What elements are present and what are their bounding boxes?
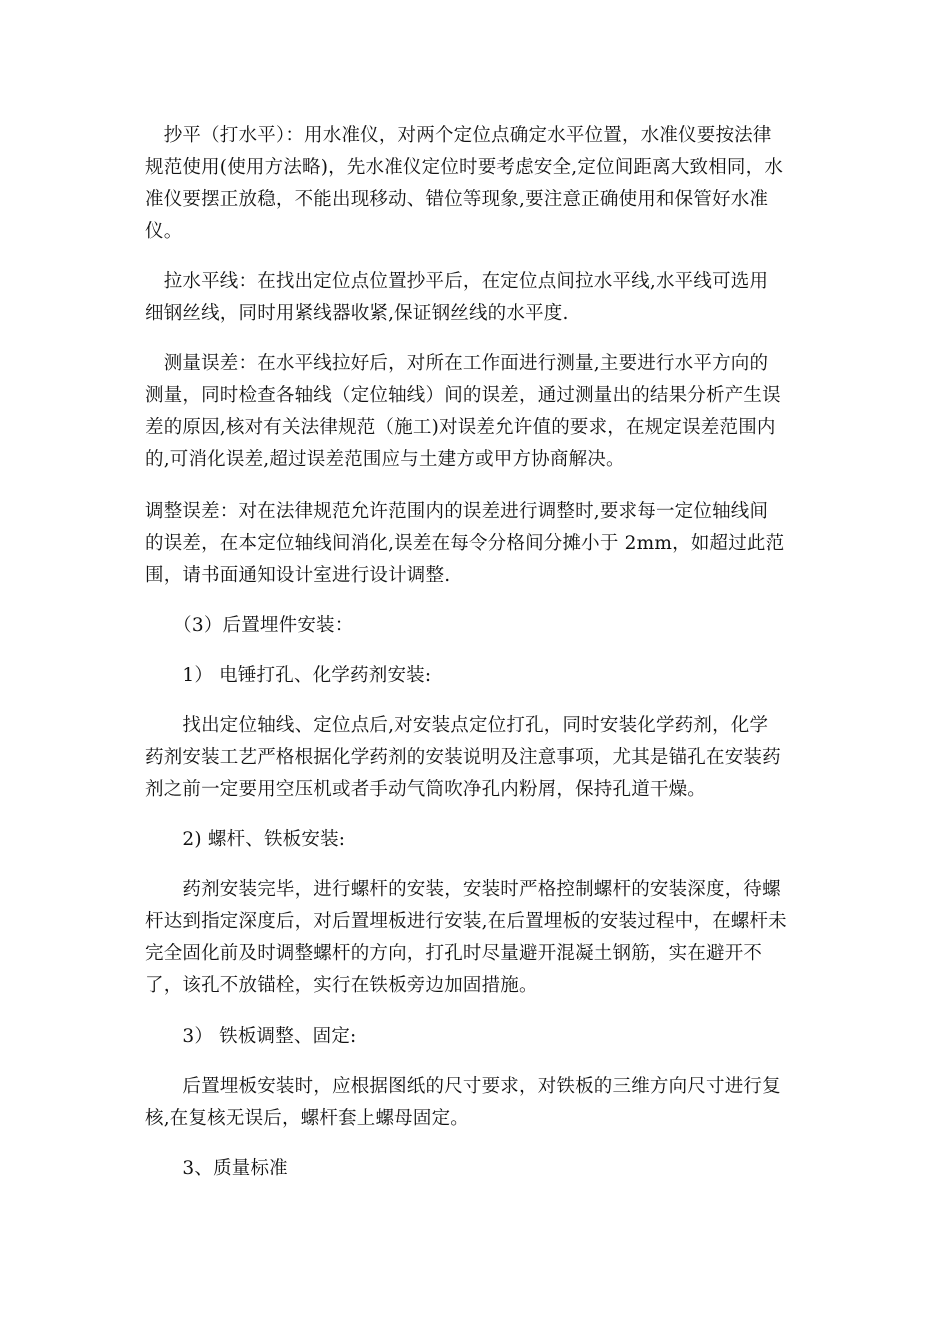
text-line: 仪。	[145, 221, 183, 242]
paragraph-horizontal-line	[145, 266, 810, 330]
paragraph-item-3-body	[145, 1071, 810, 1135]
text-line: 的误差，在本定位轴线间消化,误差在每令分格间分摊小于 2mm，如超过此范	[145, 533, 785, 554]
item-heading-3	[145, 1021, 810, 1053]
text-line: 规范使用(使用方法略)，先水准仪定位时要考虑安全,定位间距离大致相同，水	[145, 157, 784, 178]
text-line: 测量误差：在水平线拉好后，对所在工作面进行测量,主要进行水平方向的	[145, 353, 769, 374]
text-line: 3、质量标准	[145, 1158, 288, 1179]
text-line: 剂之前一定要用空压机或者手动气筒吹净孔内粉屑，保持孔道干燥。	[145, 779, 707, 800]
text-line: 拉水平线：在找出定位点位置抄平后，在定位点间拉水平线,水平线可选用	[145, 271, 769, 292]
text-line: 围，请书面通知设计室进行设计调整.	[145, 565, 451, 586]
text-line: 差的原因,核对有关法律规范（施工)对误差允许值的要求，在规定误差范围内	[145, 417, 776, 438]
text-line: （3）后置埋件安装：	[145, 615, 354, 636]
text-line: 药剂安装工艺严格根据化学药剂的安装说明及注意事项，尤其是锚孔在安装药	[145, 747, 781, 768]
paragraph-item-1-body	[145, 710, 810, 806]
text-line: 细钢丝线，同时用紧线器收紧,保证钢丝线的水平度.	[145, 303, 569, 324]
item-heading-1	[145, 660, 810, 692]
text-line: 找出定位轴线、定位点后,对安装点定位打孔，同时安装化学药剂，化学	[145, 715, 769, 736]
text-line: 了，该孔不放锚栓，实行在铁板旁边加固措施。	[145, 975, 538, 996]
text-line: 调整误差：对在法律规范允许范围内的误差进行调整时,要求每一定位轴线间	[145, 501, 769, 522]
paragraph-measurement-error	[145, 348, 810, 476]
paragraph-item-2-body	[145, 874, 810, 1002]
text-line: 抄平（打水平）：用水准仪，对两个定位点确定水平位置，水准仪要按法律	[145, 125, 772, 146]
text-line: 的,可消化误差,超过误差范围应与土建方或甲方协商解决。	[145, 449, 625, 470]
text-line: 核,在复核无误后，螺杆套上螺母固定。	[145, 1108, 469, 1129]
text-line: 2) 螺杆、铁板安装:	[145, 829, 346, 850]
paragraph-adjust-error	[145, 496, 810, 592]
section-heading-3	[145, 610, 810, 642]
text-line: 准仪要摆正放稳，不能出现移动、错位等现象,要注意正确使用和保管好水准	[145, 189, 769, 210]
item-heading-2	[145, 824, 810, 856]
paragraph-leveling	[145, 120, 810, 248]
text-line: 测量，同时检查各轴线（定位轴线）间的误差，通过测量出的结果分析产生误	[145, 385, 781, 406]
text-line: 杆达到指定深度后，对后置埋板进行安装,在后置埋板的安装过程中，在螺杆未	[145, 911, 787, 932]
text-line: 药剂安装完毕，进行螺杆的安装，安装时严格控制螺杆的安装深度，待螺	[145, 879, 781, 900]
section-heading-quality-standard	[145, 1153, 810, 1185]
text-line: 完全固化前及时调整螺杆的方向，打孔时尽量避开混凝土钢筋，实在避开不	[145, 943, 763, 964]
text-line: 后置埋板安装时，应根据图纸的尺寸要求，对铁板的三维方向尺寸进行复	[145, 1076, 781, 1097]
text-line: 1） 电锤打孔、化学药剂安装:	[145, 665, 432, 686]
text-line: 3） 铁板调整、固定:	[145, 1026, 357, 1047]
